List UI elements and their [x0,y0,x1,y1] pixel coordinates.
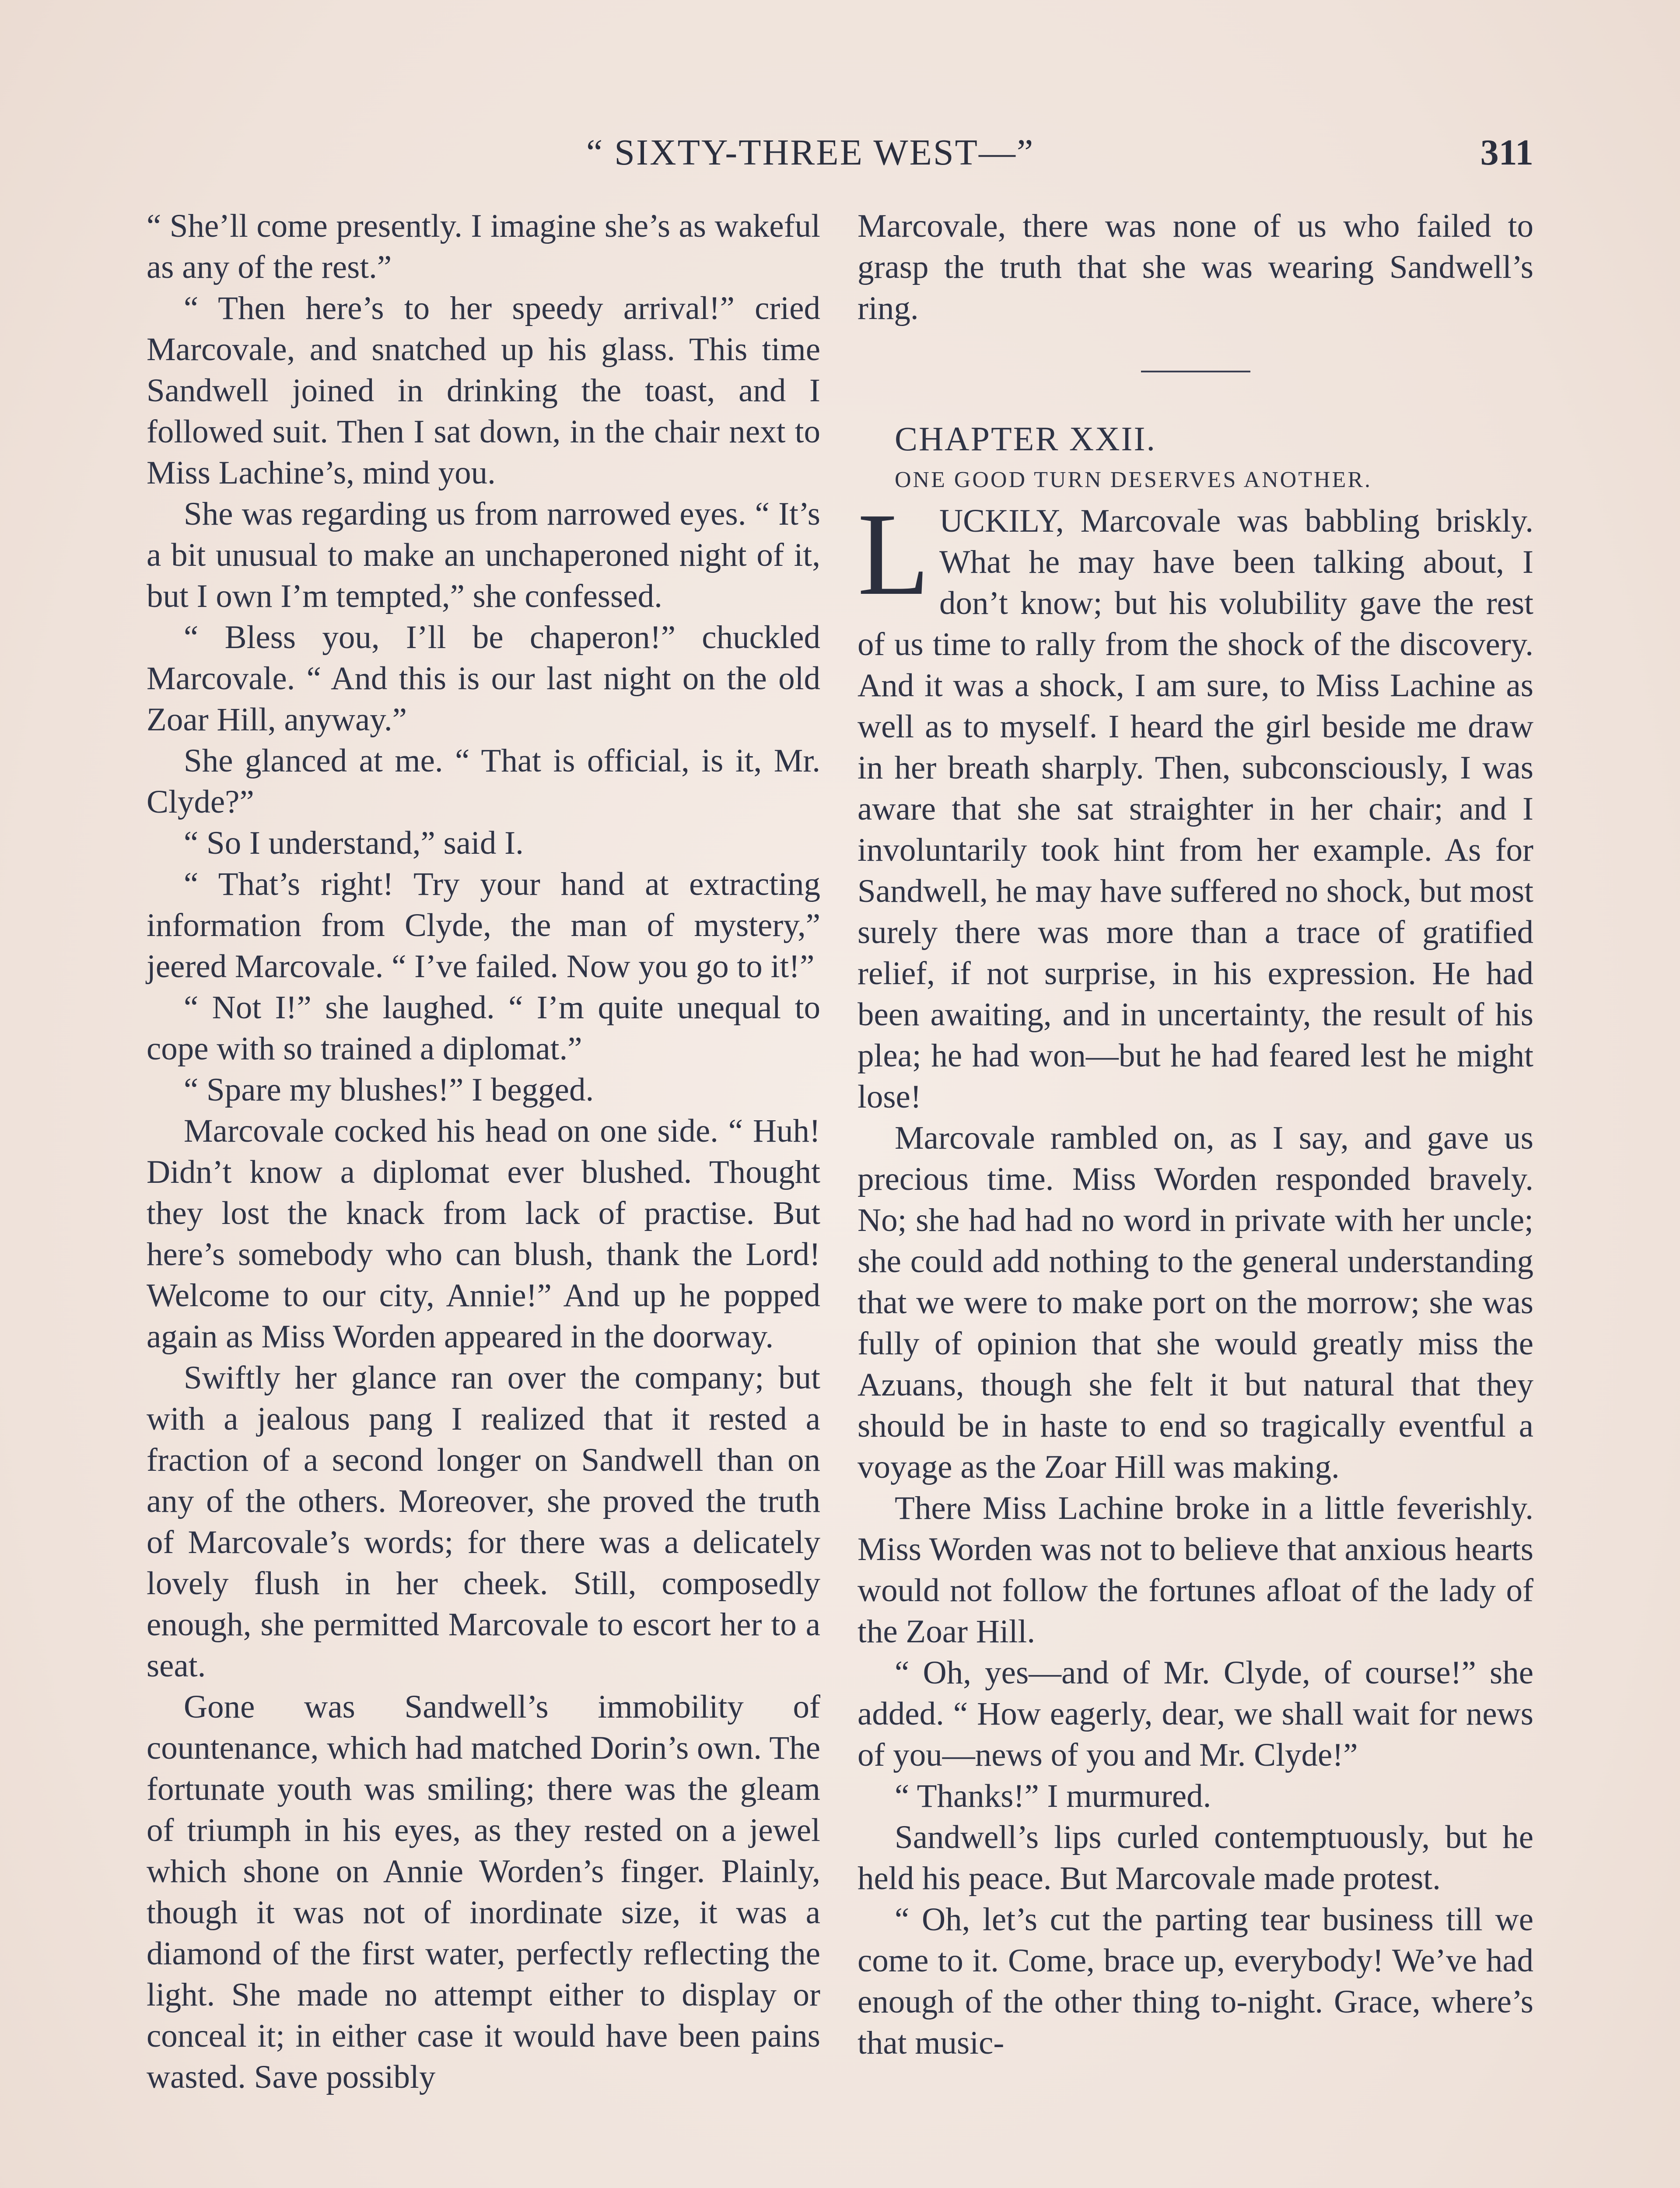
chapter-title: CHAPTER XXII. [895,420,1156,458]
paragraph: “ So I understand,” said I. [184,825,524,861]
running-head [0,131,1680,179]
paragraph: “ Thanks!” I murmured. [895,1778,1211,1814]
running-title: “ SIXTY-THREE WEST—” [586,132,1035,173]
paragraph: “ Not I!” she laughed. “ I’m quite unequal to cope with so trained a diplomat.” [147,989,820,1067]
chapter-subtitle: ONE GOOD TURN DESERVES ANOTHER. [895,467,1372,492]
opening-text: UCKILY, Marcovale was babbling briskly. What he may have been talking about, I don’t know; but his volubility gave the rest of us time to rally from the shock of the discovery. And it was a shock, I am sure, to Miss Lachine as well as to myself. I heard the girl beside me draw in her breath sharply. Then, subconsciously, I was aware that she sat straighter in her chair; and I involuntarily took hint from her example. As for Sandwell, he may have suffered no shock, but most surely there was more than a trace of gratified relief, if not surprise, in his expression. He had been awaiting, and in uncertainty, the result of his plea; he had won—but he had feared lest he might lose! [858,503,1533,1115]
paragraph: “ Bless you, I’ll be chaperon!” chuckled Marcovale. “ And this is our last night on the old Zoar Hill, anyway.” [147,619,820,738]
paragraph: “ That’s right! Try your hand at extracting information from Clyde, the man of mystery,” jeered Marcovale. “ I’ve failed. Now you go to it!” [147,866,820,985]
continuation-paragraph: Marcovale, there was none of us who failed to grasp the truth that she was wearing Sandwell’s ring. [858,208,1533,326]
drop-cap: L [858,489,930,620]
paragraph: “ Oh, let’s cut the parting tear business till we come to it. Come, brace up, everybody! We’ve had enough of the other thing to-night. Grace, where’s that music- [858,1901,1533,2061]
paragraph: There Miss Lachine broke in a little feverishly. Miss Worden was not to believe that anxious hearts would not follow the fortunes afloat of the lady of the Zoar Hill. [858,1490,1533,1650]
left-column [147,206,820,2098]
paragraph: “ She’ll come presently. I imagine she’s as wakeful as any of the rest.” [147,208,820,285]
right-column [858,206,1533,2064]
paragraph: Swiftly her glance ran over the company; but with a jealous pang I realized that it rested a fraction of a second longer on Sandwell than on any of the others. Moreover, she proved the truth of Marcovale’s words; for there was a delicately lovely flush in her cheek. Still, composedly enough, she permitted Marcovale to escort her to a seat. [147,1360,820,1684]
paragraph: Marcovale rambled on, as I say, and gave us precious time. Miss Worden responded bravely. No; she had had no word in private with her uncle; she could add nothing to the general understanding that we were to make port on the morrow; she was fully of opinion that she would greatly miss the Azuans, though she felt it but natural that they should be in haste to end so tragically eventful a voyage as the Zoar Hill was making. [858,1120,1533,1485]
paragraph: She was regarding us from narrowed eyes. “ It’s a bit unusual to make an unchaperoned night of it, but I own I’m tempted,” she confessed. [147,496,820,614]
paragraph: “ Spare my blushes!” I begged. [184,1072,594,1108]
paragraph: “ Then here’s to her speedy arrival!” cried Marcovale, and snatched up his glass. This time Sandwell joined in drinking the toast, and I followed suit. Then I sat down, in the chair next to Miss Lachine’s, mind you. [147,290,820,491]
paragraph: Marcovale cocked his head on one side. “ Huh! Didn’t know a diplomat ever blushed. Thought they lost the knack from lack of practise. But here’s somebody who can blush, thank the Lord! Welcome to our city, Annie!” And up he popped again as Miss Worden appeared in the doorway. [147,1113,820,1355]
paragraph: Gone was Sandwell’s immobility of countenance, which had matched Dorin’s own. The fortunate youth was smiling; there was the gleam of triumph in his eyes, as they rested on a jewel which shone on Annie Worden’s finger. Plainly, though it was not of inordinate size, it was a diamond of the first water, perfectly reflecting the light. She made no attempt either to display or conceal it; in either case it would have been pains wasted. Save possibly [147,1689,820,2095]
paragraph: “ Oh, yes—and of Mr. Clyde, of course!” she added. “ How eagerly, dear, we shall wait for news of you—news of you and Mr. Clyde!” [858,1655,1533,1773]
section-divider [1141,371,1250,372]
paragraph: Sandwell’s lips curled contemptuously, but he held his peace. But Marcovale made protest. [858,1819,1533,1897]
paragraph: She glanced at me. “ That is official, is it, Mr. Clyde?” [147,743,820,820]
page-number: 311 [1480,132,1533,173]
chapter-opening-paragraph [858,489,1533,1118]
